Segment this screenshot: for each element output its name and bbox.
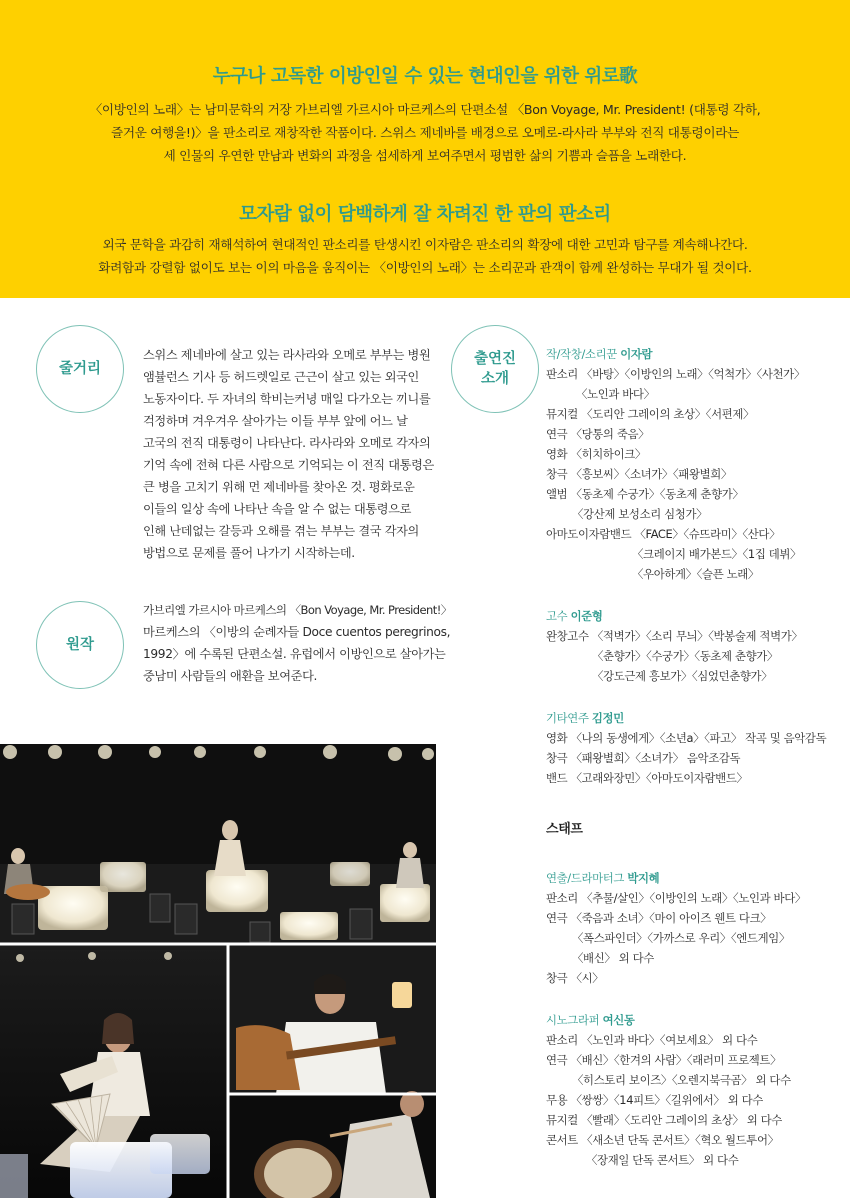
staff-credit: 무용 〈쌍쌍〉〈14피트〉〈길위에서〉 외 다수	[546, 1093, 763, 1107]
cast-credit: 〈춘향가〉〈수궁가〉〈동초제 춘향가〉	[592, 649, 778, 663]
original-label-circle	[36, 601, 124, 689]
cast-label-circle	[451, 325, 539, 413]
synopsis-line: 걱정하며 겨우겨우 살아가는 이들 부부 앞에 어느 날	[143, 414, 408, 428]
spacer	[546, 686, 846, 708]
staff-credit: 판소리 〈노인과 바다〉〈여보세요〉 외 다수	[546, 1033, 758, 1047]
original-paragraph	[143, 599, 452, 687]
cast-role: 기타연주	[546, 711, 589, 725]
banner-text-line: 즐거운 여행을!)〉을 판소리로 재창작한 작품이다. 스위스 제네바를 배경으로 오메로-라사라 부부와 전직 대통령이라는	[110, 125, 740, 140]
synopsis-paragraph	[143, 344, 434, 564]
cast-credit: 완창고수 〈적벽가〉〈소리 무늬〉〈박봉술제 적벽가〉	[546, 629, 803, 643]
original-line: 중남미 사람들의 애환을 보여준다.	[143, 669, 318, 683]
synopsis-line: 방법으로 문제를 풀어 나가기 시작하는데.	[143, 546, 355, 560]
banner-text-line: 〈이방인의 노래〉는 남미문학의 거장 가브리엘 가르시아 마르케스의 단편소설 〈Bon Voyage, Mr. President! (대통령 각하,	[89, 102, 761, 117]
staff-title: 스태프	[546, 822, 583, 837]
cast-role: 고수	[546, 609, 568, 623]
original-line: 마르케스의 〈이방의 순례자들 Doce cuentos peregrinos,	[143, 625, 451, 639]
staff-name: 여신동	[602, 1013, 635, 1027]
synopsis-line: 인해 난데없는 갈등과 오해를 겪는 부부는 결국 각자의	[143, 524, 419, 538]
synopsis-line: 기억 속에 전혀 다른 사람으로 기억되는 이 전직 대통령은	[143, 458, 434, 472]
staff-credit: 뮤지컬 〈빨래〉〈도리안 그레이의 초상〉 외 다수	[546, 1113, 782, 1127]
staff-credit: 연극 〈배신〉〈한겨의 사람〉〈래러미 프로젝트〉	[546, 1053, 782, 1067]
intro-banner	[0, 0, 850, 298]
staff-credit: 〈폭스파인더〉〈가까스로 우리〉〈엔드게임〉	[572, 931, 790, 945]
cast-credit: 〈우아하게〉〈슬픈 노래〉	[632, 567, 759, 581]
cast-label-line1: 출연진	[473, 351, 517, 367]
staff-credit: 콘서트 〈새소년 단독 콘서트〉〈혁오 월드투어〉	[546, 1133, 779, 1147]
staff-credit: 〈배신〉 외 다수	[572, 951, 654, 965]
synopsis-line: 이들의 일상 속에 나타난 속을 알 수 없는 대통령으로	[143, 502, 412, 516]
staff-credit: 〈히스토리 보이즈〉〈오렌지북극곰〉 외 다수	[572, 1073, 791, 1087]
synopsis-line: 노동자이다. 두 자녀의 학비는커녕 매일 다가오는 끼니를	[143, 392, 431, 406]
cast-credit: 〈크레이지 배가본드〉〈1집 데뷔〉	[632, 547, 802, 561]
performance-photo-image	[0, 744, 436, 1198]
cast-label-line2: 소개	[480, 371, 509, 387]
staff-credit: 〈장재일 단독 콘서트〉 외 다수	[586, 1153, 739, 1167]
banner-text-line: 외국 문학을 과감히 재해석하여 현대적인 판소리를 탄생시킨 이자람은 판소리의 확장에 대한 고민과 탐구를 계속해나간다.	[102, 237, 748, 252]
credits-column	[546, 344, 846, 1170]
cast-role-heading	[546, 708, 846, 728]
original-label: 원작	[65, 637, 94, 653]
performance-photo	[0, 744, 436, 1198]
synopsis-line: 큰 병을 고치기 위해 먼 제네바를 찾아온 것. 평화로운	[143, 480, 415, 494]
synopsis-label: 줄거리	[58, 361, 102, 377]
staff-name: 박지혜	[627, 871, 660, 885]
cast-role-heading	[546, 344, 846, 364]
banner-heading-2: 모자람 없이 담백하게 잘 차려진 한 판의 판소리	[239, 204, 611, 225]
cast-role-heading	[546, 606, 846, 626]
cast-name: 이자람	[620, 347, 653, 361]
spacer	[546, 584, 846, 606]
cast-credit: 앨범 〈동초제 수궁가〉〈동초제 춘향가〉	[546, 487, 744, 501]
cast-credit: 영화 〈나의 동생에게〉〈소년a〉〈파고〉 작곡 및 음악감독	[546, 731, 827, 745]
spacer	[546, 988, 846, 1010]
original-line: 가브리엘 가르시아 마르케스의 〈Bon Voyage, Mr. President!〉	[143, 603, 452, 617]
cast-credit: 〈노인과 바다〉	[576, 387, 655, 401]
synopsis-line: 앰뷸런스 기사 등 허드렛일로 근근이 살고 있는 외국인	[143, 370, 419, 384]
staff-credit: 창극 〈시〉	[546, 971, 604, 985]
banner-text-2	[40, 233, 810, 279]
cast-credit: 판소리 〈바탕〉〈이방인의 노래〉〈억척가〉〈사천가〉	[546, 367, 805, 381]
banner-text-line: 세 인물의 우연한 만남과 변화의 과정을 섬세하게 보여주면서 평범한 삶의 기쁨과 슬픔을 노래한다.	[163, 148, 687, 163]
staff-role-heading	[546, 1010, 846, 1030]
cast-credit: 영화 〈히치하이크〉	[546, 447, 646, 461]
original-line: 1992〉에 수록된 단편소설. 유럽에서 이방인으로 살아가는	[143, 647, 446, 661]
staff-role-heading	[546, 868, 846, 888]
cast-credit: 아마도이자람밴드 〈FACE〉〈슈뜨라미〉〈산다〉	[546, 527, 781, 541]
cast-credit: 밴드 〈고래와장민〉〈아마도이자람밴드〉	[546, 771, 748, 785]
cast-credit: 창극 〈흥보씨〉〈소녀가〉〈패왕별희〉	[546, 467, 732, 481]
staff-role: 연출/드라마터그	[546, 871, 625, 885]
cast-name: 이준형	[570, 609, 603, 623]
cast-credit: 창극 〈패왕별희〉〈소녀가〉 음악조감독	[546, 751, 741, 765]
cast-role: 작/작창/소리꾼	[546, 347, 617, 361]
cast-credit: 〈강도근제 흥보가〉〈심었던춘향가〉	[592, 669, 773, 683]
synopsis-label-circle	[36, 325, 124, 413]
spacer	[546, 788, 846, 818]
synopsis-line: 고국의 전직 대통령이 나타난다. 라사라와 오메로 각자의	[143, 436, 431, 450]
spacer	[546, 842, 846, 868]
cast-credit: 연극 〈당통의 죽음〉	[546, 427, 650, 441]
staff-credit: 연극 〈죽음과 소녀〉〈마이 아이즈 웬트 다크〉	[546, 911, 772, 925]
banner-text-1	[40, 98, 810, 167]
cast-credit: 뮤지컬 〈도리안 그레이의 초상〉〈서편제〉	[546, 407, 755, 421]
banner-heading-1: 누구나 고독한 이방인일 수 있는 현대인을 위한 위로歌	[212, 66, 638, 87]
cast-name: 김정민	[591, 711, 624, 725]
banner-text-line: 화려함과 강렬함 없이도 보는 이의 마음을 움직이는 〈이방인의 노래〉는 소리꾼과 관객이 함께 완성하는 무대가 될 것이다.	[98, 260, 752, 275]
synopsis-line: 스위스 제네바에 살고 있는 라사라와 오메로 부부는 병원	[143, 348, 431, 362]
staff-credit: 판소리 〈추물/살인〉〈이방인의 노래〉〈노인과 바다〉	[546, 891, 806, 905]
staff-role: 시노그라퍼	[546, 1013, 600, 1027]
cast-credit: 〈강산제 보성소리 심청가〉	[572, 507, 708, 521]
